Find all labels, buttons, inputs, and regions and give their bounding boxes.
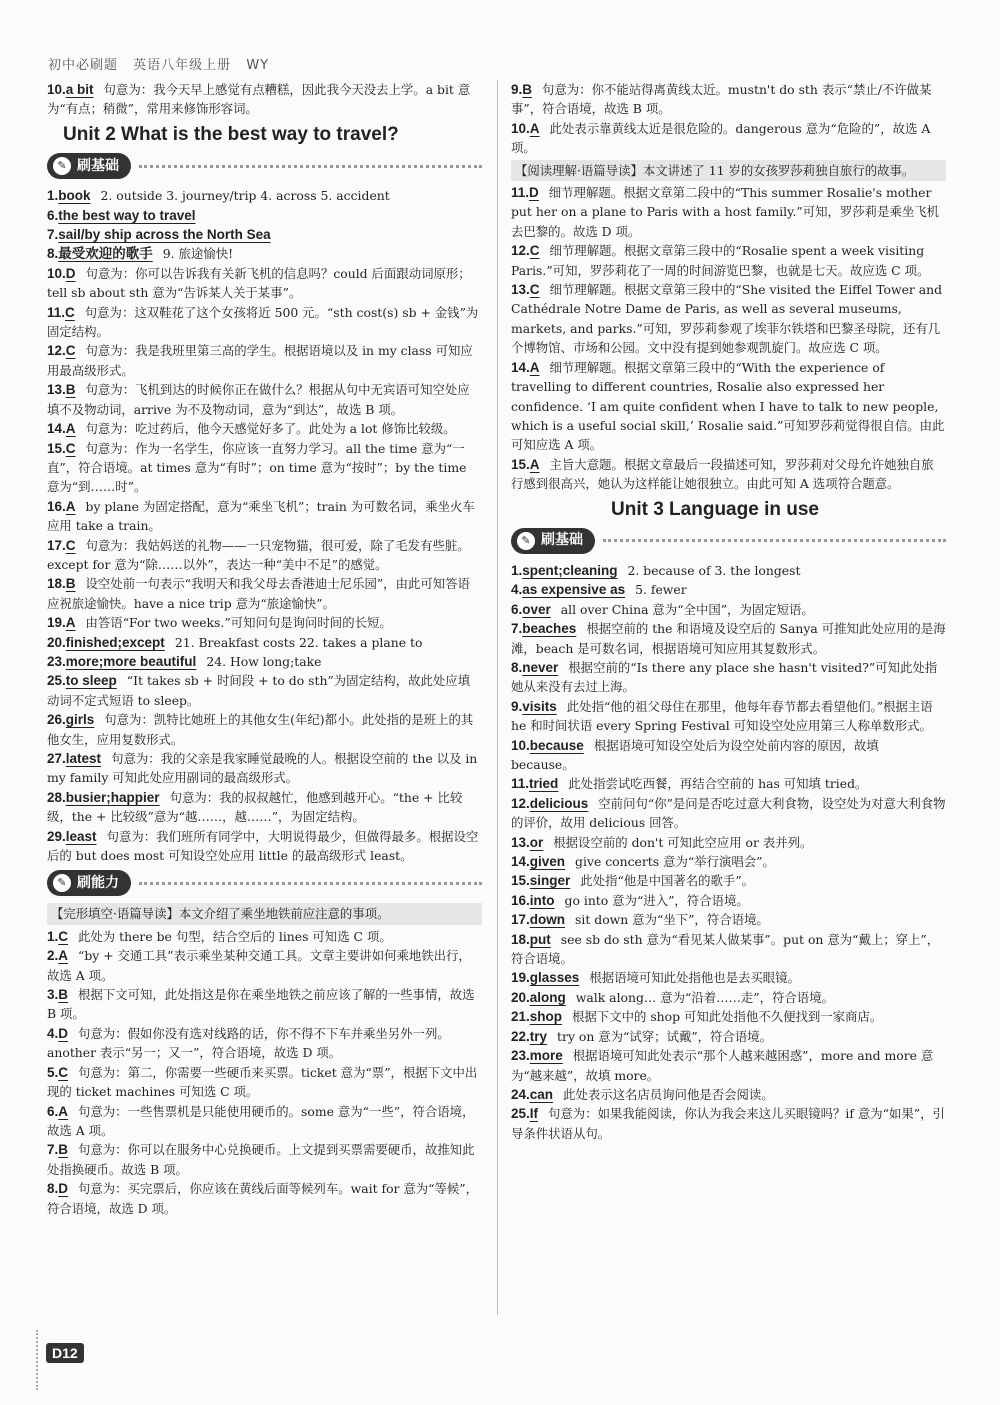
section-badge-text: 刷能力 bbox=[77, 874, 119, 891]
item-explanation: 由答语“For two weeks.”可知问句是询问时间的长短。 bbox=[85, 615, 392, 631]
item-number: 13. bbox=[511, 282, 530, 298]
item-number: 4. bbox=[511, 582, 523, 598]
item-explanation: 24. How long;take bbox=[206, 653, 322, 669]
item-answer: B bbox=[65, 576, 76, 592]
item-answer: C bbox=[65, 440, 76, 456]
item-answer: A bbox=[529, 359, 540, 375]
item-number: 6. bbox=[47, 1103, 59, 1119]
item-explanation: 21. Breakfast costs 22. takes a plane to bbox=[174, 634, 423, 650]
item-answer: D bbox=[58, 1025, 69, 1041]
item-explanation: 句意为：我们班所有同学中，大明说得最少，但做得最多。根据设空后的 but does most 可知设空处应用 little 的最高级形式 least。 bbox=[47, 828, 479, 864]
item-explanation: 细节理解题。根据文章第三段中的“Rosalie spent a week visiting Paris.”可知，罗莎莉花了一周的时间游览巴黎，也就是七天。故应选 C 项。 bbox=[511, 243, 930, 278]
item-explanation: 句意为：我姑妈送的礼物——一只宠物猫，很可爱，除了毛发有些脏。except for 意为“除……以外”，表达一种“美中不足”的感觉。 bbox=[47, 537, 470, 572]
answer-item bbox=[511, 80, 946, 119]
item-answer: least bbox=[65, 828, 97, 844]
item-explanation: 根据语境可知设空处后为设空处前内容的原因，故填 because。 bbox=[511, 737, 879, 772]
item-number: 14. bbox=[511, 359, 530, 375]
answer-item bbox=[47, 927, 482, 946]
answer-item bbox=[47, 80, 482, 119]
item-answer: glasses bbox=[529, 970, 580, 986]
answer-item bbox=[47, 341, 482, 380]
item-number: 6. bbox=[511, 601, 523, 617]
answer-item bbox=[511, 455, 946, 494]
item-number: 23. bbox=[47, 653, 66, 669]
item-explanation: go into 意为“进入”，符合语境。 bbox=[564, 892, 749, 908]
item-number: 19. bbox=[47, 615, 66, 631]
section-badge-label bbox=[47, 870, 131, 896]
item-explanation: 根据语境可知此处指他也是去买眼镜。 bbox=[589, 970, 800, 986]
answer-item bbox=[511, 1104, 946, 1143]
item-answer: If bbox=[529, 1106, 539, 1122]
answer-item bbox=[47, 946, 482, 985]
answer-item bbox=[511, 600, 946, 619]
dotted-rule bbox=[139, 882, 482, 885]
item-explanation: 主旨大意题。根据文章最后一段描述可知，罗莎莉对父母允许她独自旅行感到很高兴，她认为这样能让她很独立。由此可知 A 选项符合题意。 bbox=[511, 456, 934, 492]
item-answer: book bbox=[58, 188, 91, 204]
answer-item bbox=[511, 852, 946, 871]
item-answer: C bbox=[58, 1064, 69, 1080]
item-explanation: 根据空前的“Is there any place she hasn't visited?”可知此处指她从来没有去过上海。 bbox=[511, 659, 938, 695]
item-explanation: 句意为：飞机到达的时候你正在做什么？根据从句中无宾语可知空处应填不及物动词，arrive 为不及物动词，意为“到达”，故选 B 项。 bbox=[47, 382, 470, 417]
item-number: 17. bbox=[47, 537, 66, 553]
pencil-icon: ✎ bbox=[53, 157, 71, 175]
item-number: 1. bbox=[47, 188, 59, 204]
item-number: 17. bbox=[511, 912, 530, 928]
item-explanation: 句意为：假如你没有选对线路的话，你不得不下车并乘坐另外一列。another 表示“另一；又一”，符合语境，故选 D 项。 bbox=[47, 1025, 450, 1061]
answer-item bbox=[511, 561, 946, 580]
answer-item bbox=[47, 613, 482, 632]
item-number: 1. bbox=[511, 562, 523, 578]
answer-item bbox=[47, 1063, 482, 1102]
item-explanation: 根据下文中的 shop 可知此处指他不久便找到一家商店。 bbox=[572, 1009, 883, 1025]
edition: WY bbox=[246, 58, 270, 73]
item-answer: A bbox=[65, 498, 76, 514]
item-explanation: 句意为：你可以在服务中心兑换硬币。上文提到买票需要硬币，故推知此处指换硬币。故选 B 项。 bbox=[47, 1142, 475, 1177]
item-number: 18. bbox=[511, 931, 530, 947]
item-number: 12. bbox=[511, 795, 530, 811]
item-answer: over bbox=[522, 601, 551, 617]
item-number: 4. bbox=[47, 1025, 59, 1041]
item-explanation: 空前问句“你”是问是否吃过意大利食物，设空处为对意大利食物的评价，故用 delicious 回答。 bbox=[511, 795, 946, 831]
item-explanation: 句意为：吃过药后，他今天感觉好多了。此处为 a lot 修饰比较级。 bbox=[85, 421, 456, 437]
item-explanation: 句意为：我今天早上感觉有点糟糕，因此我今天没去上学。a bit 意为“有点；稍微”，常用来修饰形容词。 bbox=[47, 82, 471, 117]
answer-item bbox=[47, 574, 482, 613]
item-answer: C bbox=[65, 537, 76, 553]
item-answer: finished;except bbox=[65, 634, 165, 650]
page-number: D12 bbox=[46, 1343, 84, 1363]
item-number: 10. bbox=[511, 120, 530, 136]
item-explanation: 句意为：这双鞋花了这个女孩将近 500 元。“sth cost(s) sb + 金钱”为固定结构。 bbox=[47, 304, 479, 340]
left-column bbox=[47, 80, 482, 1218]
item-explanation: 9. 旅途愉快! bbox=[162, 246, 234, 262]
item-number: 6. bbox=[47, 207, 59, 223]
answer-item bbox=[511, 910, 946, 929]
section-badge-text: 刷基础 bbox=[541, 532, 583, 549]
item-answer: C bbox=[58, 928, 69, 944]
item-number: 15. bbox=[511, 456, 530, 472]
answer-item bbox=[47, 303, 482, 342]
item-number: 5. bbox=[47, 1064, 59, 1080]
item-explanation: all over China 意为“全中国”，为固定短语。 bbox=[560, 601, 814, 617]
passage-guide: 【完形填空·语篇导读】本文介绍了乘坐地铁前应注意的事项。 bbox=[47, 903, 482, 924]
answer-item bbox=[511, 871, 946, 890]
item-answer: D bbox=[58, 1181, 69, 1197]
item-explanation: 根据语境可知此处表示“那个人越来越困惑”，more and more 意为“越来越”，故填 more。 bbox=[511, 1048, 934, 1083]
item-number: 8. bbox=[47, 1181, 59, 1197]
answer-item bbox=[511, 119, 946, 158]
item-explanation: “It takes sb + 时间段 + to do sth”为固定结构，故此处应填动词不定式短语 to sleep。 bbox=[47, 673, 471, 708]
item-number: 28. bbox=[47, 789, 66, 805]
section-badge-label bbox=[511, 528, 595, 554]
dotted-rule bbox=[139, 165, 482, 168]
item-answer: C bbox=[529, 243, 540, 259]
answer-item bbox=[47, 633, 482, 652]
item-answer: busier;happier bbox=[65, 789, 160, 805]
item-number: 13. bbox=[47, 382, 66, 398]
answer-item bbox=[47, 380, 482, 419]
item-explanation: 细节理解题。根据文章第二段中的“This summer Rosalie's mother put her on a plane to Paris with a host family.”可知，罗莎莉是乘坐飞机去巴黎的。故选 D 项。 bbox=[511, 185, 940, 239]
item-answer: put bbox=[529, 931, 551, 947]
item-explanation: sit down 意为“坐下”，符合语境。 bbox=[575, 912, 769, 928]
item-explanation: 此处指“他是中国著名的歌手”。 bbox=[580, 873, 755, 889]
item-number: 16. bbox=[511, 892, 530, 908]
item-answer: C bbox=[65, 304, 75, 320]
answer-item bbox=[511, 1085, 946, 1104]
item-number: 20. bbox=[511, 989, 530, 1005]
item-answer: A bbox=[58, 948, 69, 964]
item-number: 11. bbox=[511, 185, 530, 201]
item-number: 3. bbox=[47, 987, 59, 1003]
item-number: 23. bbox=[511, 1048, 530, 1064]
item-answer: more;more beautiful bbox=[65, 653, 197, 669]
item-explanation: walk along… 意为“沿着……走”，符合语境。 bbox=[575, 989, 834, 1005]
answer-item bbox=[511, 988, 946, 1007]
answer-item bbox=[47, 1140, 482, 1179]
item-answer: latest bbox=[65, 751, 102, 766]
section-badge bbox=[511, 527, 946, 555]
item-answer: along bbox=[529, 989, 566, 1005]
item-number: 11. bbox=[47, 304, 66, 320]
item-number: 9. bbox=[511, 82, 523, 97]
item-explanation: 句意为：你可以告诉我有关新飞机的信息吗？could 后面跟动词原形；tell sb about sth 意为“告诉某人关于某事”。 bbox=[47, 265, 471, 301]
item-number: 12. bbox=[47, 343, 66, 359]
item-number: 22. bbox=[511, 1028, 530, 1044]
answer-item bbox=[47, 788, 482, 827]
item-number: 9. bbox=[511, 698, 523, 714]
item-number: 14. bbox=[47, 421, 66, 437]
pencil-icon: ✎ bbox=[53, 874, 71, 892]
section-badge-label bbox=[47, 153, 131, 179]
dotted-rule bbox=[603, 539, 946, 542]
item-explanation: 根据下文可知，此处指这是你在乘坐地铁之前应该了解的一些事情，故选 B 项。 bbox=[47, 987, 475, 1022]
item-number: 11. bbox=[511, 776, 530, 792]
answer-item bbox=[511, 280, 946, 358]
item-answer: a bit bbox=[65, 82, 94, 97]
page-header bbox=[48, 54, 279, 73]
item-answer: given bbox=[529, 854, 566, 870]
section-badge bbox=[47, 869, 482, 897]
item-answer: never bbox=[522, 659, 559, 675]
item-explanation: give concerts 意为“举行演唱会”。 bbox=[575, 854, 775, 870]
item-number: 21. bbox=[511, 1009, 530, 1025]
item-answer: tried bbox=[529, 776, 559, 792]
answer-item bbox=[47, 206, 482, 225]
item-answer: singer bbox=[529, 873, 571, 889]
item-answer: B bbox=[58, 1142, 69, 1158]
item-number: 19. bbox=[511, 970, 530, 986]
answer-item bbox=[511, 736, 946, 775]
item-answer: try bbox=[529, 1028, 548, 1044]
item-explanation: 此处表示这名店员询问他是否会阅读。 bbox=[563, 1086, 774, 1102]
item-explanation: 此处为 there be 句型，结合空后的 lines 可知选 C 项。 bbox=[78, 928, 392, 944]
item-number: 10. bbox=[511, 737, 530, 753]
answer-item bbox=[511, 774, 946, 793]
item-explanation: 此处指“他的祖父母住在那里，他每年春节都去看望他们。”根据主语 he 和时间状语 every Spring Festival 可知设空处应用第三人称单数形式。 bbox=[511, 698, 933, 734]
answer-item bbox=[47, 439, 482, 497]
answer-item bbox=[511, 241, 946, 280]
answer-item bbox=[511, 891, 946, 910]
item-answer: sail/by ship across the North Sea bbox=[58, 227, 271, 243]
answer-item bbox=[47, 710, 482, 749]
item-explanation: 句意为：买完票后，你应该在黄线后面等候列车。wait for 意为“等候”，符合语境，故选 D 项。 bbox=[47, 1181, 479, 1216]
item-explanation: 细节理解题。根据文章第三段中的“With the experience of travelling to different countries, Rosalie also expressed her confidence. ‘I am quite confident when I have to talk to new people, which is a useful social skill,’ Rosalie said.”可知罗莎莉觉得很自信。由此可知应选 A 项。 bbox=[511, 359, 945, 453]
item-answer: can bbox=[529, 1086, 554, 1102]
item-answer: more bbox=[529, 1048, 563, 1064]
right-column bbox=[511, 80, 946, 1143]
item-answer: because bbox=[529, 737, 584, 753]
item-answer: or bbox=[529, 834, 544, 850]
answer-item bbox=[47, 749, 482, 788]
answer-item bbox=[47, 1102, 482, 1141]
item-number: 25. bbox=[511, 1106, 530, 1122]
item-explanation: 细节理解题。根据文章第三段中的“She visited the Eiffel Tower and Cathédrale Notre Dame de Paris, as well as several museums, markets, and parks.”可知，罗莎莉参观了埃菲尔铁塔和巴黎圣母院，还有几个博物馆、市场和公园。文中没有提到她参观凯旋门。故应选 C 项。 bbox=[511, 282, 943, 356]
item-explanation: 此处表示靠黄线太近是很危险的。dangerous 意为“危险的”，故选 A 项。 bbox=[511, 120, 931, 156]
item-number: 2. bbox=[47, 948, 59, 964]
item-number: 8. bbox=[511, 659, 523, 675]
answer-item bbox=[47, 985, 482, 1024]
section-badge-text: 刷基础 bbox=[77, 157, 119, 174]
item-answer: C bbox=[65, 343, 76, 359]
answer-item bbox=[47, 419, 482, 438]
column-divider bbox=[497, 80, 498, 1315]
answer-item bbox=[47, 1179, 482, 1218]
item-answer: as expensive as bbox=[522, 582, 626, 598]
answer-item bbox=[511, 619, 946, 658]
item-number: 8. bbox=[47, 246, 59, 262]
item-answer: D bbox=[65, 265, 76, 281]
answer-item bbox=[47, 1024, 482, 1063]
answer-item bbox=[511, 1046, 946, 1085]
answer-item bbox=[47, 652, 482, 671]
item-explanation: 句意为：第二，你需要一些硬币来买票。ticket 意为“票”，根据下文中出现的 ticket machines 可知选 C 项。 bbox=[47, 1064, 478, 1100]
item-answer: B bbox=[58, 987, 69, 1003]
item-answer: C bbox=[529, 282, 540, 298]
item-answer: 最受欢迎的歌手 bbox=[58, 246, 153, 262]
answer-item bbox=[511, 658, 946, 697]
subject-name: 英语八年级上册 bbox=[133, 58, 232, 73]
answer-item bbox=[47, 497, 482, 536]
item-explanation: see sb do sth 意为“看见某人做某事”。put on 意为“戴上；穿上”，符合语境。 bbox=[511, 931, 940, 967]
item-answer: into bbox=[529, 892, 555, 908]
answer-item bbox=[511, 794, 946, 833]
item-number: 25. bbox=[47, 673, 66, 689]
answer-item bbox=[47, 244, 482, 263]
pencil-icon: ✎ bbox=[517, 532, 535, 550]
item-number: 7. bbox=[511, 621, 523, 637]
item-number: 18. bbox=[47, 576, 66, 592]
item-answer: A bbox=[65, 615, 76, 631]
item-answer: B bbox=[65, 382, 76, 398]
item-number: 12. bbox=[511, 243, 530, 259]
passage-guide: 【阅读理解·语篇导读】本文讲述了 11 岁的女孩罗莎莉独自旅行的故事。 bbox=[511, 160, 946, 181]
item-explanation: 2. outside 3. journey/trip 4. across 5. accident bbox=[100, 188, 390, 204]
answer-item bbox=[511, 1027, 946, 1046]
item-explanation: 根据设空前的 don't 可知此空应用 or 表并列。 bbox=[553, 834, 813, 850]
item-explanation: 此处指尝试吃西餐，再结合空前的 has 可知填 tried。 bbox=[568, 776, 868, 792]
item-answer: spent;cleaning bbox=[522, 562, 618, 578]
item-explanation: 句意为：我的父亲是我家睡觉最晚的人。根据设空前的 the 以及 in my family 可知此处应用副词的最高级形式。 bbox=[47, 751, 478, 786]
item-answer: B bbox=[522, 82, 533, 97]
item-explanation: 句意为：凯特比她班上的其他女生(年纪)都小。此处指的是班上的其他女生，应用复数形式。 bbox=[47, 712, 474, 747]
answer-item bbox=[511, 358, 946, 455]
item-answer: shop bbox=[529, 1009, 563, 1025]
item-answer: beaches bbox=[522, 621, 577, 637]
item-answer: A bbox=[529, 120, 540, 136]
item-explanation: 句意为：我的叔叔越忙，他感到越开心。“the + 比较级，the + 比较级”意为“越……，越……”，为固定结构。 bbox=[47, 789, 463, 825]
unit-title: Unit 3 Language in use bbox=[611, 498, 819, 520]
answer-item bbox=[511, 697, 946, 736]
item-answer: down bbox=[529, 912, 566, 928]
answer-item bbox=[47, 827, 482, 866]
item-answer: A bbox=[65, 421, 76, 437]
item-number: 20. bbox=[47, 634, 66, 650]
item-answer: girls bbox=[65, 712, 95, 728]
item-number: 10. bbox=[47, 82, 66, 97]
answer-item bbox=[511, 833, 946, 852]
book-name: 初中必刷题 bbox=[48, 58, 119, 73]
item-number: 14. bbox=[511, 854, 530, 870]
item-answer: visits bbox=[522, 698, 557, 714]
item-explanation: 句意为：你不能站得离黄线太近。mustn't do sth 表示“禁止/不许做某事”，符合语境，故选 B 项。 bbox=[511, 82, 932, 117]
item-number: 10. bbox=[47, 265, 66, 281]
item-number: 16. bbox=[47, 498, 66, 514]
item-answer: delicious bbox=[529, 795, 589, 811]
item-answer: A bbox=[58, 1103, 69, 1119]
item-explanation: “by + 交通工具”表示乘坐某种交通工具。文章主要讲如何乘地铁出行，故选 A 项。 bbox=[47, 948, 471, 983]
item-explanation: 2. because of 3. the longest bbox=[627, 562, 801, 578]
answer-item bbox=[511, 580, 946, 599]
item-explanation: 句意为：作为一名学生，你应该一直努力学习。all the time 意为“一直”，符合语境。at times 意为“有时”；on time 意为“按时”；by the time 意为“到……时”。 bbox=[47, 440, 467, 495]
answer-item bbox=[511, 1007, 946, 1026]
answer-item bbox=[47, 536, 482, 575]
item-explanation: 句意为：一些售票机是只能使用硬币的。some 意为“一些”，符合语境，故选 A 项。 bbox=[47, 1103, 475, 1138]
item-number: 15. bbox=[47, 440, 66, 456]
item-number: 15. bbox=[511, 873, 530, 889]
answer-item bbox=[47, 671, 482, 710]
footer-dots bbox=[36, 1330, 44, 1390]
unit-title: Unit 2 What is the best way to travel? bbox=[63, 123, 399, 145]
item-explanation: 设空处前一句表示“我明天和我父母去香港迪士尼乐园”，由此可知答语应祝旅途愉快。have a nice trip 意为“旅途愉快”。 bbox=[47, 576, 470, 611]
item-explanation: 5. fewer bbox=[635, 582, 687, 598]
answer-item bbox=[511, 968, 946, 987]
item-answer: the best way to travel bbox=[58, 207, 196, 223]
item-number: 29. bbox=[47, 828, 66, 844]
item-explanation: try on 意为“试穿；试戴”，符合语境。 bbox=[557, 1028, 773, 1044]
answer-item bbox=[47, 264, 482, 303]
item-explanation: by plane 为固定搭配，意为“乘坐飞机”；train 为可数名词，乘坐火车应用 take a train。 bbox=[47, 498, 475, 534]
item-number: 1. bbox=[47, 928, 59, 944]
answer-item bbox=[511, 930, 946, 969]
item-answer: D bbox=[529, 185, 539, 201]
answer-item bbox=[511, 183, 946, 241]
item-number: 27. bbox=[47, 751, 66, 766]
item-explanation: 句意为：如果我能阅读，你认为我会来这儿买眼镜吗？if 意为“如果”，引导条件状语从句。 bbox=[511, 1106, 945, 1141]
item-answer: to sleep bbox=[65, 673, 117, 689]
item-answer: A bbox=[529, 456, 540, 472]
item-explanation: 句意为：我是我班里第三高的学生。根据语境以及 in my class 可知应用最高级形式。 bbox=[47, 343, 473, 378]
item-explanation: 根据空前的 the 和语境及设空后的 Sanya 可推知此处应用的是海滩，beach 是可数名词，根据语境可知应用其复数形式。 bbox=[511, 621, 946, 656]
item-number: 13. bbox=[511, 834, 530, 850]
answer-item bbox=[47, 186, 482, 205]
item-number: 7. bbox=[47, 227, 59, 243]
section-badge bbox=[47, 152, 482, 180]
item-number: 26. bbox=[47, 712, 66, 728]
item-number: 7. bbox=[47, 1142, 59, 1158]
answer-item bbox=[47, 225, 482, 244]
item-number: 24. bbox=[511, 1086, 530, 1102]
